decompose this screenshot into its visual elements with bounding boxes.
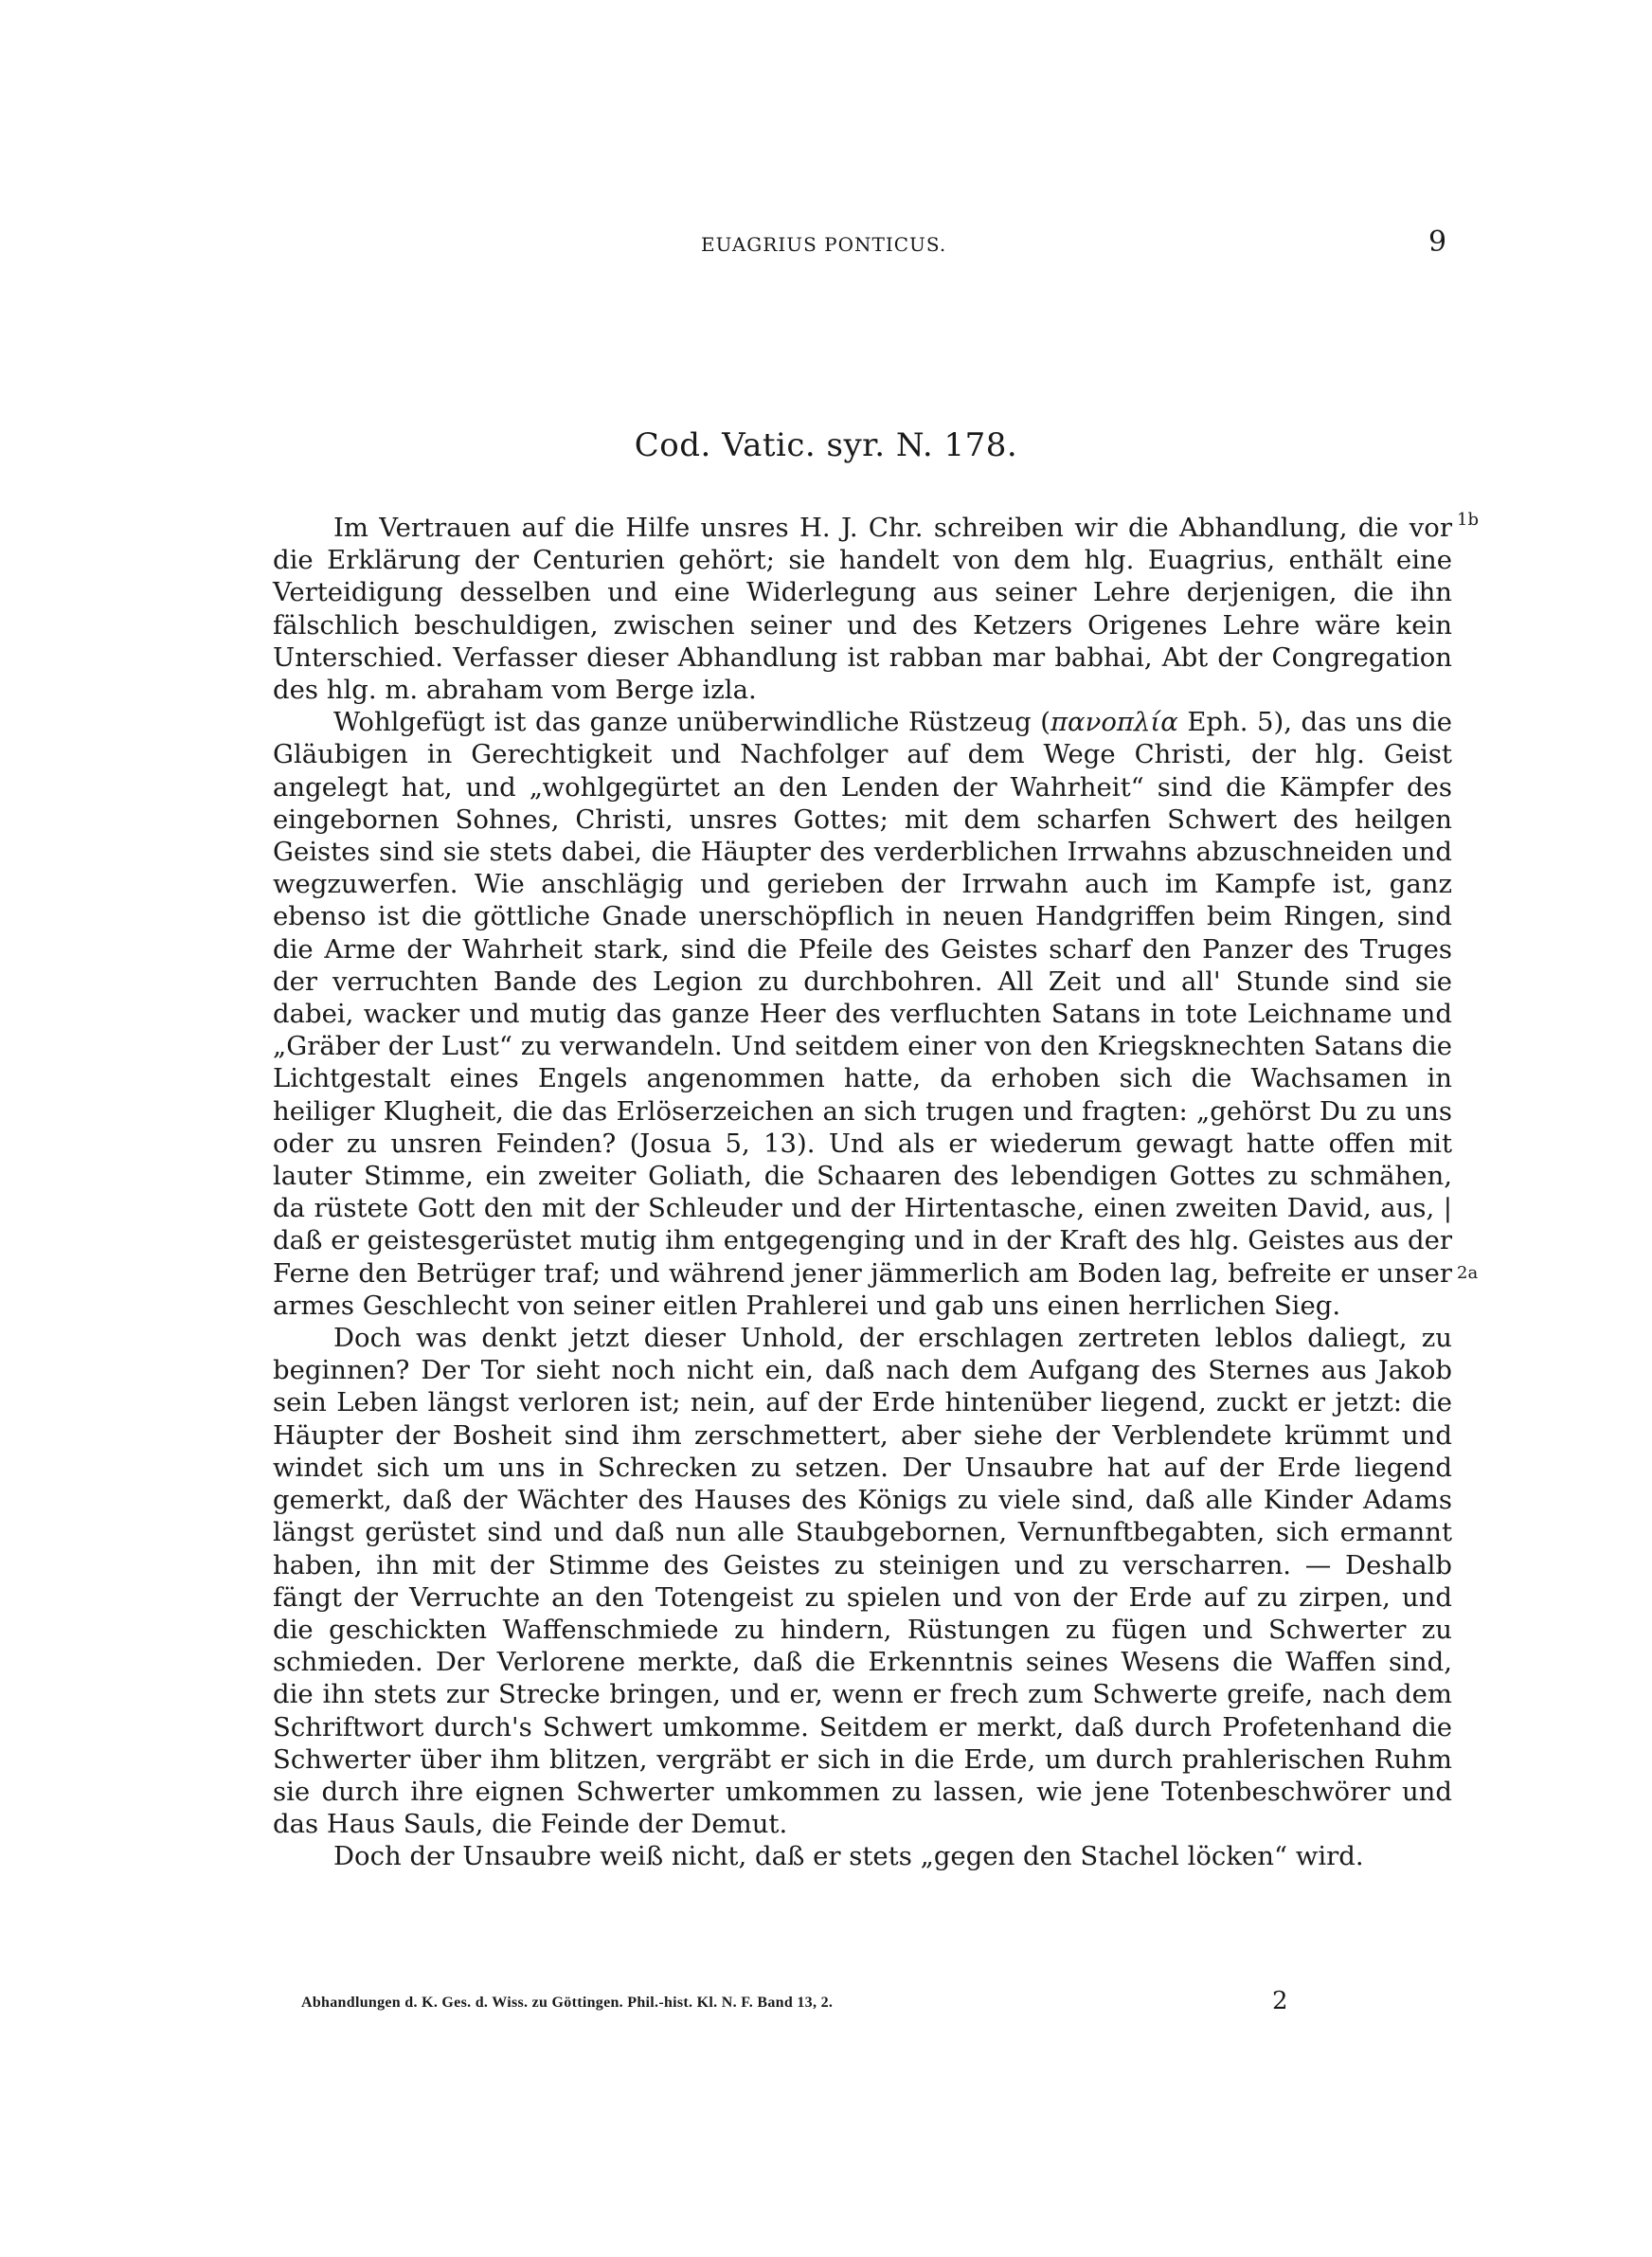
margin-folio-mark: 1b (1457, 510, 1479, 530)
page-number: 9 (1428, 226, 1447, 259)
paragraph-text: Wohlgefügt ist das ganze unüberwindliche Rüstzeug ( (333, 707, 1050, 738)
paragraph: Doch was denkt jetzt dieser Unhold, der erschlagen zertreten leblos daliegt, zu beginnen? Der Tor sieht noch nicht ein, daß nach dem Aufgang des Sternes aus Jakob sein Leben längst verloren ist; nein, auf der Erde hintenüber liegend, zuckt er jetzt: die Häupter der Bosheit sind ihm zerschmettert, aber siehe der Verblendete krümmt und windet sich um uns in Schrecken zu setzen. Der Unsaubre hat auf der Erde liegend gemerkt, daß der Wächter des Hauses des Königs zu viele sind, daß alle Kinder Adams längst gerüstet sind und daß nun alle Staubgebornen, Vernunftbegabten, sich ermannt haben, ihn mit der Stimme des Geistes zu steinigen und zu verscharren. — Deshalb fängt der Verruchte an den Totengeist zu spielen und von der Erde auf zu zirpen, und die geschickten Waffenschmiede zu hindern, Rüstungen zu fügen und Schwerter zu schmieden. Der Verlorene merkte, daß die Erkenntnis seines Wesens die Waffen sind, die ihn stets zur Strecke bringen, und er, wenn er frech zum Schwerte greife, nach dem Schriftwort durch's Schwert umkomme. Seitdem er merkt, daß durch Profetenhand die Schwerter über ihm blitzen, vergräbt er sich in die Erde, um durch prahlerischen Ruhm sie durch ihre eignen Schwerter umkommen zu lassen, wie jene Totenbeschwörer und das Haus Sauls, die Feinde der Demut. (273, 1323, 1452, 1840)
body-text (273, 512, 1452, 1873)
signature-mark: 2 (1272, 1987, 1288, 2015)
document-title: Cod. Vatic. syr. N. 178. (634, 426, 1018, 464)
paragraph: Im Vertrauen auf die Hilfe unsres H. J. Chr. schreiben wir die Abhandlung, die vor die Erklärung der Centurien gehört; sie handelt von dem hlg. Euagrius, enthält eine Verteidigung desselben und eine Widerlegung aus seiner Lehre derjenigen, die ihn fälschlich beschuldigen, zwischen seiner und des Ketzers Origenes Lehre wäre kein Unterschied. Verfasser dieser Abhandlung ist rabban mar babhai, Abt der Congregation des hlg. m. abraham vom Berge izla. (273, 513, 1452, 706)
paragraph (273, 706, 1452, 1322)
footer-citation: Abhandlungen d. K. Ges. d. Wiss. zu Göttingen. Phil.-hist. Kl. N. F. Band 13, 2. (301, 1995, 834, 2011)
paragraph: Doch der Unsaubre weiß nicht, daß er stets „gegen den Stachel löcken“ wird. (333, 1841, 1364, 1872)
greek-term: πανοπλία (1050, 707, 1178, 738)
paragraph-text: Eph. 5), das uns die Gläubigen in Gerechtigkeit und Nachfolger auf dem Wege Christi, der hlg. Geist angelegt hat, und „wohlgegürtet an den Lenden der Wahrheit“ sind die Kämpfer des eingebornen Sohnes, Christi, unsres Gottes; mit dem scharfen Schwert des heilgen Geistes sind sie stets dabei, die Häupter des verderblichen Irrwahns abzuschneiden und wegzuwerfen. Wie anschlägig und gerieben der Irrwahn auch im Kampfe ist, ganz ebenso ist die göttliche Gnade unerschöpflich in neuen Handgriffen beim Ringen, sind die Arme der Wahrheit stark, sind die Pfeile des Geistes scharf den Panzer des Truges der verruchten Bande des Legion zu durchbohren. All Zeit und all' Stunde sind sie dabei, wacker und mutig das ganze Heer des verfluchten Satans in tote Leichname und „Gräber der Lust“ zu verwandeln. Und seitdem einer von den Kriegsknechten Satans die Lichtgestalt eines Engels angenommen hatte, da erhoben sich die Wachsamen in heiliger Klugheit, die das Erlöserzeichen an sich trugen und fragten: „gehörst Du zu uns oder zu unsren Feinden? (Josua 5, 13). Und als er wiederum gewagt hatte offen mit lauter Stimme, ein zweiter Goliath, die Schaaren des lebendigen Gottes zu schmähen, da rüstete Gott den mit der Schleuder und der Hirtentasche, einen zweiten David, aus, | daß er geistesgerüstet mutig ihm entgegenging und in der Kraft des hlg. Geistes aus der Ferne den Betrüger traf; und während jener jämmerlich am Boden lag, befreite er unser armes Geschlecht von seiner eitlen Prahlerei und gab uns einen herrlichen Sieg. (273, 707, 1452, 1321)
margin-folio-mark: 2a (1457, 1263, 1479, 1283)
running-head: EUAGRIUS PONTICUS. (701, 233, 947, 256)
